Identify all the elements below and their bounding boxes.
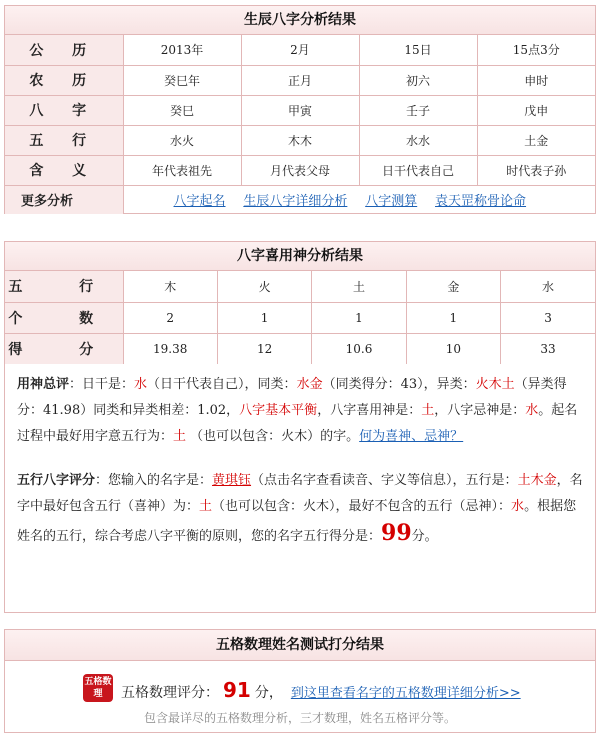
summary-text: （异类得分：41.98）同类和异类相差：1.02， xyxy=(17,377,567,418)
highlight-text: 土 xyxy=(421,403,435,418)
table-row xyxy=(5,155,595,185)
link-chenggu[interactable]: 袁天罡称骨论命 xyxy=(435,194,527,210)
table-cell: 15日 xyxy=(359,35,477,65)
highlight-text: 土木金 xyxy=(517,473,557,488)
row-label: 五 行 xyxy=(5,271,123,302)
score-cell: 10 xyxy=(406,333,500,364)
table-cell: 初六 xyxy=(359,65,477,95)
xiyong-title: 八字喜用神分析结果 xyxy=(5,242,595,271)
summary-paragraph xyxy=(17,372,585,450)
table-cell: 水水 xyxy=(359,125,477,155)
table-cell: 水火 xyxy=(123,125,241,155)
analysis-text xyxy=(5,364,595,550)
summary-text: ，八字喜用神是： xyxy=(317,403,422,418)
summary-text: 。起名过程中最好用字意五行为： xyxy=(17,403,578,444)
name-score-text: （也可以包含：火木），最好不包含的五行（忌神）： xyxy=(212,499,512,514)
table-cell: 土金 xyxy=(477,125,595,155)
table-cell: 月代表父母 xyxy=(241,155,359,185)
row-label: 五 行 xyxy=(5,125,123,155)
row-label: 得 分 xyxy=(5,333,123,364)
more-analysis-label: 更多分析 xyxy=(5,185,123,214)
table-cell: 癸巳 xyxy=(123,95,241,125)
table-row xyxy=(5,35,595,65)
table-row xyxy=(5,95,595,125)
table-cell: 正月 xyxy=(241,65,359,95)
bazi-title: 生辰八字分析结果 xyxy=(5,6,595,35)
table-cell: 申时 xyxy=(477,65,595,95)
score-cell: 10.6 xyxy=(312,333,406,364)
score-cell: 12 xyxy=(217,333,311,364)
wuge-note: 包含最详尽的五格数理分析，三才数理，姓名五格评分等。 xyxy=(143,711,456,725)
wuge-score-line xyxy=(121,678,521,702)
table-row xyxy=(5,125,595,155)
highlight-text: 水 xyxy=(511,499,525,514)
link-bazi-naming[interactable]: 八字起名 xyxy=(173,194,226,210)
wuge-title: 五格数理姓名测试打分结果 xyxy=(5,630,595,661)
element-cell: 金 xyxy=(406,271,500,302)
wuge-detail-link[interactable]: 到这里查看名字的五格数理详细分析>> xyxy=(290,686,521,701)
table-row xyxy=(5,302,595,333)
name-score-text: 。根据您姓名的五行，综合考虑八字平衡的原则，您的名字五行得分是： xyxy=(17,499,577,544)
name-score-label: 五行八字评分 xyxy=(17,473,96,488)
wuge-badge-icon: 五格数理 xyxy=(83,674,113,702)
row-label: 含 义 xyxy=(5,155,123,185)
table-cell: 壬子 xyxy=(359,95,477,125)
summary-text: （日干代表自己），同类： xyxy=(147,377,297,392)
highlight-text: 水 xyxy=(525,403,539,418)
score-cell: 33 xyxy=(501,333,595,364)
table-cell: 时代表子孙 xyxy=(477,155,595,185)
element-cell: 水 xyxy=(501,271,595,302)
table-cell: 2013年 xyxy=(123,35,241,65)
summary-label: 用神总评 xyxy=(17,377,70,392)
table-cell: 戊申 xyxy=(477,95,595,125)
xishen-jishen-link[interactable]: 何为喜神、忌神？ xyxy=(359,429,464,444)
row-label: 农 历 xyxy=(5,65,123,95)
name-score-text: 分。 xyxy=(411,529,438,544)
element-cell: 火 xyxy=(217,271,311,302)
row-label: 个 数 xyxy=(5,302,123,333)
count-cell: 1 xyxy=(217,302,311,333)
row-label: 八 字 xyxy=(5,95,123,125)
summary-text: （也可以包含：火木）的字。 xyxy=(186,429,360,444)
element-cell: 土 xyxy=(312,271,406,302)
element-cell: 木 xyxy=(123,271,217,302)
name-score-text: ，名字中最好包含五行（喜神）为： xyxy=(17,473,583,514)
count-cell: 1 xyxy=(312,302,406,333)
summary-text: （同类得分：43），异类： xyxy=(322,377,476,392)
wuge-score-unit: 分， xyxy=(254,685,283,701)
count-cell: 2 xyxy=(123,302,217,333)
count-cell: 1 xyxy=(406,302,500,333)
table-cell: 木木 xyxy=(241,125,359,155)
xiyong-panel xyxy=(4,241,596,613)
table-cell: 15点3分 xyxy=(477,35,595,65)
name-score-paragraph xyxy=(17,468,585,550)
table-cell: 日干代表自己 xyxy=(359,155,477,185)
wuxing-table xyxy=(5,271,595,364)
highlight-text: 土 xyxy=(173,429,187,444)
bazi-panel xyxy=(4,5,596,214)
wuge-panel xyxy=(4,629,596,733)
wuge-score-label: 五格数理评分： xyxy=(121,685,219,701)
link-bazi-detail[interactable]: 生辰八字详细分析 xyxy=(243,194,348,210)
highlight-text: 土 xyxy=(199,499,213,514)
highlight-text: 水 xyxy=(134,377,148,392)
highlight-text: 火木土 xyxy=(475,377,515,392)
row-label: 公 历 xyxy=(5,35,123,65)
summary-text: ：日干是： xyxy=(69,377,135,392)
highlight-text: 八字基本平衡 xyxy=(239,403,318,418)
score-cell: 19.38 xyxy=(123,333,217,364)
name-score-value: 99 xyxy=(381,520,412,546)
more-analysis-row xyxy=(5,185,595,214)
name-link[interactable]: 黄琪钰 xyxy=(212,473,252,488)
table-row xyxy=(5,271,595,302)
name-score-text: （点击名字查看读音、字义等信息），五行是： xyxy=(251,473,518,488)
table-cell: 甲寅 xyxy=(241,95,359,125)
name-score-text: ：您输入的名字是： xyxy=(95,473,213,488)
link-bazi-calc[interactable]: 八字测算 xyxy=(365,194,418,210)
highlight-text: 水金 xyxy=(296,377,323,392)
count-cell: 3 xyxy=(501,302,595,333)
wuge-score-value: 91 xyxy=(223,678,251,702)
bazi-table xyxy=(5,35,595,214)
table-cell: 年代表祖先 xyxy=(123,155,241,185)
table-cell: 癸巳年 xyxy=(123,65,241,95)
more-analysis-links xyxy=(123,185,595,214)
table-row xyxy=(5,65,595,95)
summary-text: ，八字忌神是： xyxy=(434,403,526,418)
table-cell: 2月 xyxy=(241,35,359,65)
table-row xyxy=(5,333,595,364)
